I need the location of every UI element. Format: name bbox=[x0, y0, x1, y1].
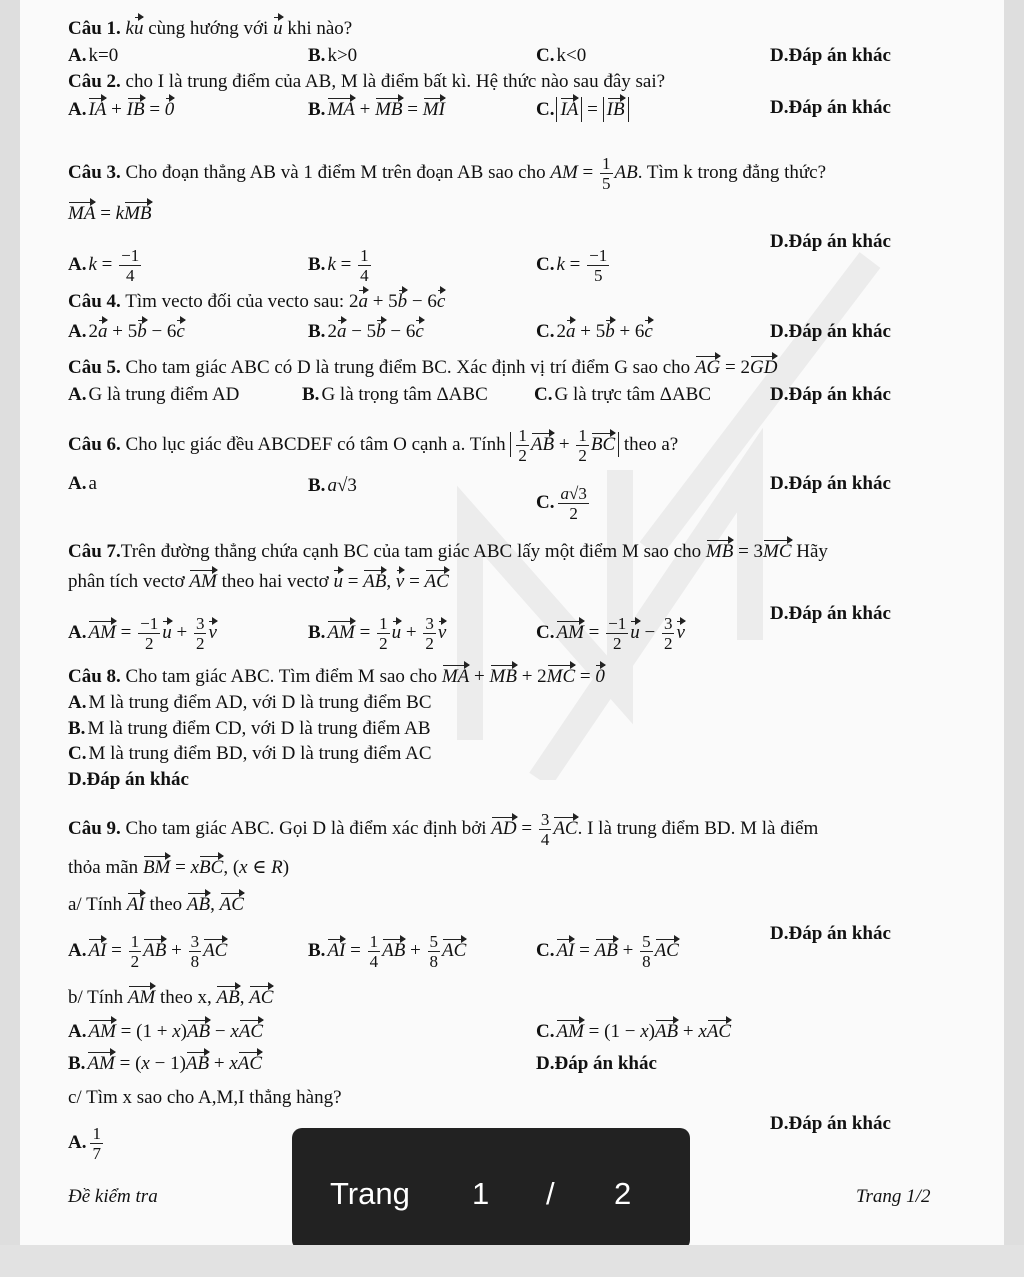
q9a-option-c[interactable]: C. AI = AB + $\frac{5}{8}$ AC bbox=[536, 932, 679, 971]
q6-option-d[interactable]: D.Đáp án khác bbox=[770, 473, 891, 494]
q9-part-b: b/ Tính AM theo x, AB, AC bbox=[68, 987, 274, 1008]
q8-option-c[interactable]: C. M là trung điểm BD, với D là trung điểm AC bbox=[68, 743, 432, 764]
q8-option-d[interactable]: D.Đáp án khác bbox=[68, 769, 189, 790]
q8-option-a[interactable]: A. M là trung điểm AD, với D là trung điểm BC bbox=[68, 692, 432, 713]
q7-option-b[interactable]: B. AM = $\frac{1}{2}$ u + $\frac{3}{2}$ v bbox=[308, 614, 447, 653]
question-2: Câu 2. cho I là trung điểm của AB, M là điểm bất kì. Hệ thức nào sau đây sai? bbox=[68, 71, 666, 92]
q2-option-b[interactable]: B. MA + MB = MI bbox=[308, 99, 445, 120]
q6-option-b[interactable]: B. a√3 bbox=[308, 475, 357, 496]
question-8: Câu 8. Cho tam giác ABC. Tìm điểm M sao cho MA + MB + 2MC = 0 bbox=[68, 666, 605, 687]
q3-option-c[interactable]: C. k = $\frac{-1}{5}$ bbox=[536, 246, 608, 285]
q9b-option-c[interactable]: C. AM = (1 − x)AB + xAC bbox=[536, 1021, 732, 1042]
question-7-line-2: phân tích vectơ AM theo hai vectơ u = AB, v = AC bbox=[68, 571, 449, 592]
q2-option-d[interactable]: D.Đáp án khác bbox=[770, 97, 891, 118]
q4-option-c[interactable]: C. 2a + 5b + 6c bbox=[536, 321, 653, 342]
viewer-bottom-bar bbox=[0, 1245, 1024, 1277]
q9a-option-b[interactable]: B. AI = $\frac{1}{4}$ AB + $\frac{5}{8}$ AC bbox=[308, 932, 467, 971]
q4-option-b[interactable]: B. 2a − 5b − 6c bbox=[308, 321, 424, 342]
page-indicator-total: 2 bbox=[614, 1176, 632, 1211]
question-6: Câu 6. Cho lục giác đều ABCDEF có tâm O cạnh a. Tính $\frac{1}{2}$ AB + $\frac{1}{2}$ BC theo a? bbox=[68, 426, 679, 465]
page-indicator-current: 1 bbox=[472, 1176, 490, 1211]
q7-option-d[interactable]: D.Đáp án khác bbox=[770, 603, 891, 624]
q9a-option-a[interactable]: A. AI = $\frac{1}{2}$ AB + $\frac{3}{8}$ AC bbox=[68, 932, 228, 971]
q2-option-c[interactable]: C. IA = IB bbox=[536, 98, 629, 122]
q3-option-d[interactable]: D.Đáp án khác bbox=[770, 231, 891, 252]
footer-left: Đề kiểm tra bbox=[68, 1186, 158, 1207]
page-indicator-separator: / bbox=[546, 1176, 555, 1211]
q7-option-c[interactable]: C. AM = $\frac{-1}{2}$ u − $\frac{3}{2}$ v bbox=[536, 614, 685, 653]
q2-option-a[interactable]: A. IA + IB = 0 bbox=[68, 99, 175, 120]
q5-option-b[interactable]: B. G là trọng tâm ΔABC bbox=[302, 384, 488, 405]
question-1: Câu 1. ku cùng hướng với u khi nào? bbox=[68, 18, 353, 39]
q9b-option-b[interactable]: B. AM = (x − 1)AB + xAC bbox=[68, 1053, 263, 1074]
q1-option-a[interactable]: A. k=0 bbox=[68, 45, 119, 66]
q6-option-a[interactable]: A. a bbox=[68, 473, 97, 494]
q9b-option-d[interactable]: D.Đáp án khác bbox=[536, 1053, 657, 1074]
question-9-line-2: thỏa mãn BM = xBC, (x ∈ R) bbox=[68, 857, 290, 878]
question-9: Câu 9. Cho tam giác ABC. Gọi D là điểm xác định bởi AD = $\frac{3}{4}$ AC. I là trung điểm BD. M là điểm bbox=[68, 810, 819, 849]
q3-option-a[interactable]: A. k = $\frac{-1}{4}$ bbox=[68, 246, 140, 285]
q4-option-d[interactable]: D.Đáp án khác bbox=[770, 321, 891, 342]
q8-option-b[interactable]: B. M là trung điểm CD, với D là trung điểm AB bbox=[68, 718, 431, 739]
q5-option-c[interactable]: C. G là trực tâm ΔABC bbox=[534, 384, 712, 405]
footer-right: Trang 1/2 bbox=[856, 1186, 931, 1207]
q1-option-c[interactable]: C. k<0 bbox=[536, 45, 587, 66]
watermark bbox=[450, 220, 930, 780]
q3-option-b[interactable]: B. k = $\frac{1}{4}$ bbox=[308, 246, 369, 285]
q9-part-c: c/ Tìm x sao cho A,M,I thẳng hàng? bbox=[68, 1087, 342, 1108]
question-3: Câu 3. Cho đoạn thẳng AB và 1 điểm M trên đoạn AB sao cho AM = $\frac{1}{5}$ AB. Tìm k trong đẳng thức? bbox=[68, 154, 827, 193]
q7-option-a[interactable]: A. AM = $\frac{-1}{2}$ u + $\frac{3}{2}$ v bbox=[68, 614, 217, 653]
q9-part-a: a/ Tính AI theo AB, AC bbox=[68, 894, 244, 915]
question-7: Câu 7.Trên đường thẳng chứa cạnh BC của tam giác ABC lấy một điểm M sao cho MB = 3MC Hãy bbox=[68, 541, 828, 562]
question-4: Câu 4. Tìm vecto đối của vecto sau: 2a + 5b − 6c bbox=[68, 291, 446, 312]
q4-option-a[interactable]: A. 2a + 5b − 6c bbox=[68, 321, 185, 342]
document-page bbox=[20, 0, 1004, 1245]
q3-equation: MA = kMB bbox=[68, 203, 152, 224]
q5-option-d[interactable]: D.Đáp án khác bbox=[770, 384, 891, 405]
question-5: Câu 5. Cho tam giác ABC có D là trung điểm BC. Xác định vị trí điểm G sao cho AG = 2GD bbox=[68, 357, 778, 378]
q6-option-c[interactable]: C. $\frac{a√3}{2}$ bbox=[536, 484, 587, 523]
q1-option-d[interactable]: D.Đáp án khác bbox=[770, 45, 891, 66]
q9a-option-d[interactable]: D.Đáp án khác bbox=[770, 923, 891, 944]
q9c-option-d[interactable]: D.Đáp án khác bbox=[770, 1113, 891, 1134]
q9b-option-a[interactable]: A. AM = (1 + x)AB − xAC bbox=[68, 1021, 264, 1042]
q9c-option-a[interactable]: A. $\frac{1}{7}$ bbox=[68, 1124, 101, 1163]
q1-option-b[interactable]: B. k>0 bbox=[308, 45, 358, 66]
q5-option-a[interactable]: A. G là trung điểm AD bbox=[68, 384, 240, 405]
page-indicator bbox=[292, 1128, 690, 1250]
page-indicator-word: Trang bbox=[330, 1176, 410, 1211]
